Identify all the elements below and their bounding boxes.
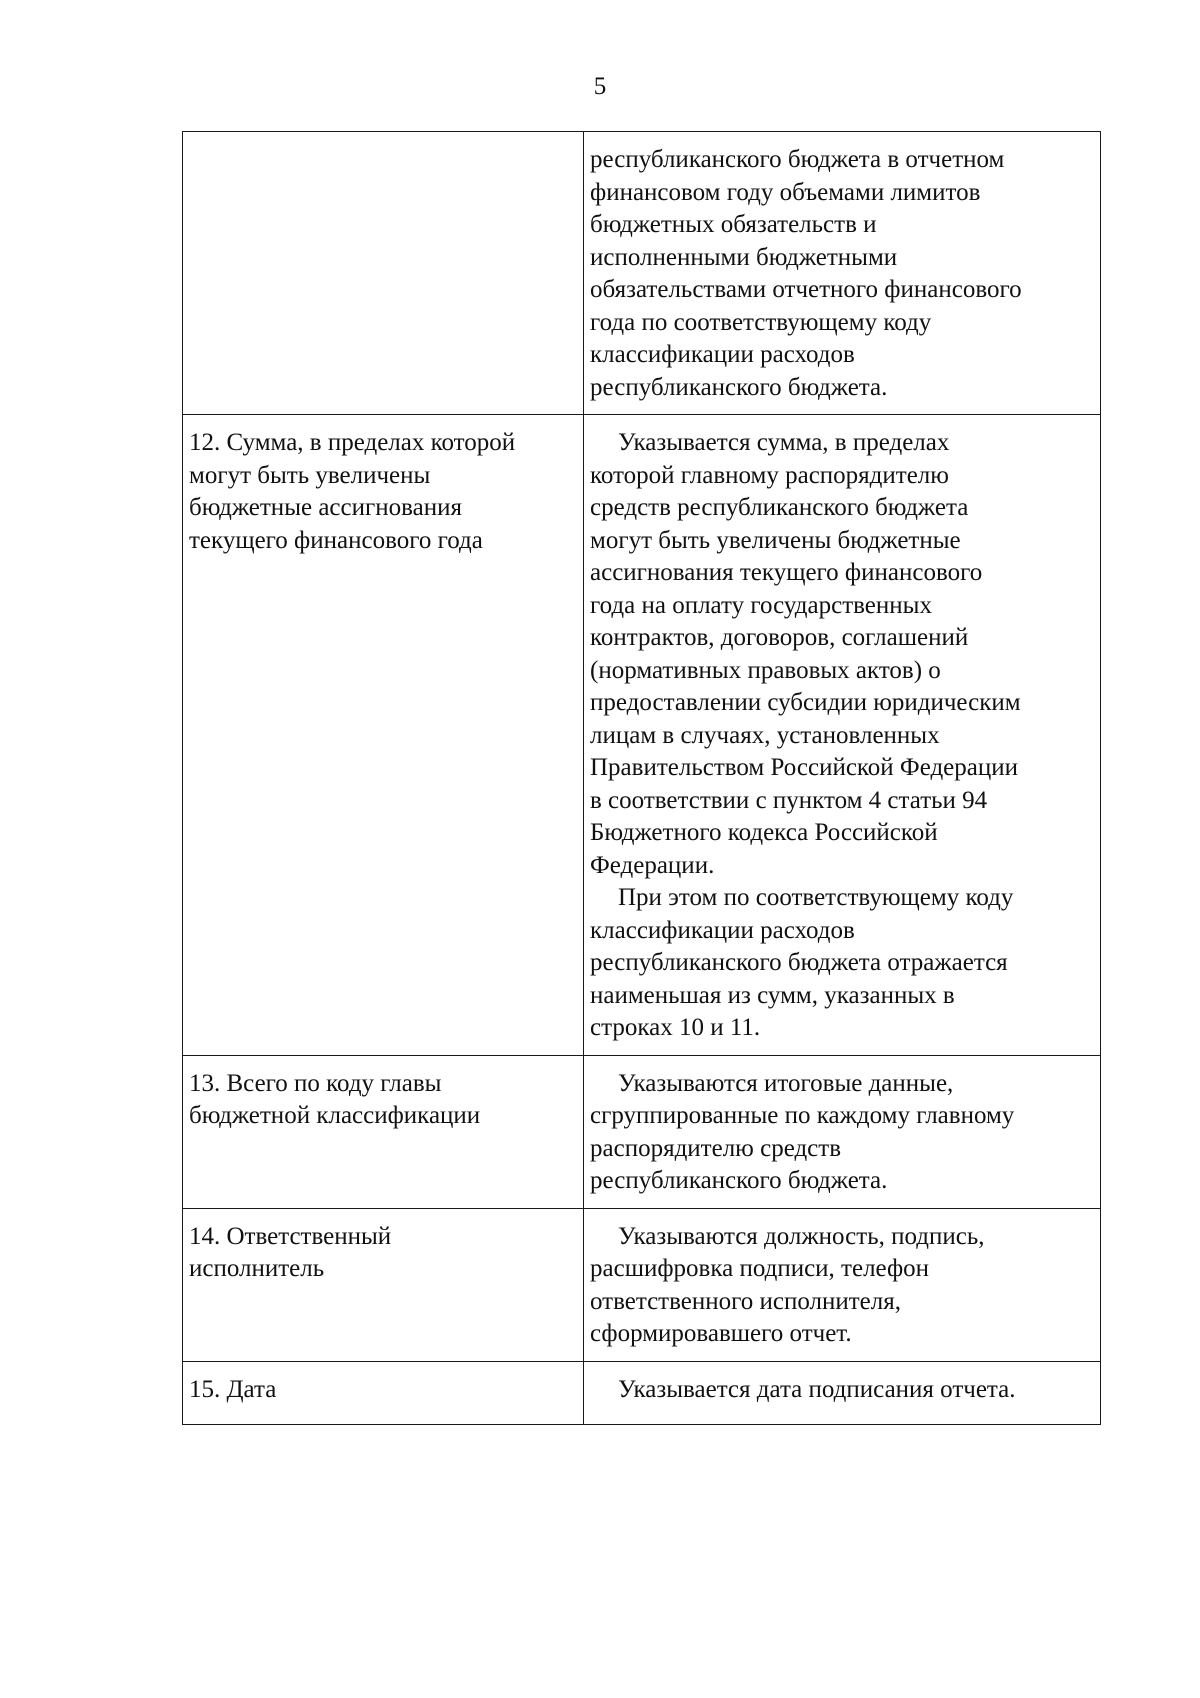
field-name-cell (183, 415, 584, 1056)
field-name-cell (183, 132, 584, 415)
field-description-cell (584, 415, 1101, 1056)
field-description-cell (584, 1055, 1101, 1208)
field-name-line: 12. Сумма, в пределах которой (189, 429, 516, 456)
description-line: Указывается сумма, в пределах (618, 429, 950, 456)
description-line: года на оплату государственных (590, 591, 932, 619)
description-line: Правительством Российской Федерации (590, 754, 1019, 781)
field-description-cell (584, 1208, 1101, 1361)
description-line: ответственного исполнителя, (590, 1287, 901, 1315)
description-line: контрактов, договоров, соглашений (590, 624, 969, 651)
report-fields-table (182, 131, 1101, 1425)
table-row-continuation (183, 132, 1101, 415)
page-number: 5 (593, 73, 607, 100)
description-line: бюджетных обязательств и (590, 211, 877, 238)
description-line: предоставлении субсидии юридическим (590, 689, 1021, 716)
table-row-14 (183, 1208, 1101, 1361)
field-name-line: 13. Всего по коду главы (189, 1069, 442, 1097)
description-line: лицам в случаях, установленных (590, 721, 940, 749)
description-line: При этом по соответствующему коду (618, 884, 1014, 911)
description-line: классификации расходов (590, 916, 855, 944)
description-line: сгруппированные по каждому главному (590, 1102, 1015, 1129)
description-line: (нормативных правовых актов) о (590, 656, 941, 684)
field-name-cell (183, 1055, 584, 1208)
field-name-line: могут быть увеличены (189, 461, 431, 489)
field-description-cell (584, 132, 1101, 415)
description-line: которой главному распорядителю (590, 461, 949, 489)
description-line: республиканского бюджета в отчетном (590, 146, 1005, 173)
table-row-13 (183, 1055, 1101, 1208)
description-line: финансовом году объемами лимитов (590, 178, 981, 206)
description-line: республиканского бюджета отражается (590, 949, 1008, 976)
description-line: Указывается дата подписания отчета. (618, 1375, 1016, 1403)
field-name-line: бюджетные ассигнования (189, 494, 462, 521)
description-line: строках 10 и 11. (590, 1014, 761, 1041)
description-line: Бюджетного кодекса Российской (590, 819, 938, 846)
field-name-line: 14. Ответственный (189, 1222, 392, 1250)
description-line: расшифровка подписи, телефон (590, 1255, 930, 1282)
field-description-cell (584, 1361, 1101, 1424)
field-name-line: 15. Дата (189, 1375, 277, 1403)
field-name-cell (183, 1361, 584, 1424)
field-name-line: бюджетной классификации (189, 1102, 481, 1129)
description-line: Федерации. (590, 851, 715, 879)
description-line: могут быть увеличены бюджетные (590, 526, 961, 554)
description-line: распорядителю средств (590, 1134, 842, 1162)
description-line: республиканского бюджета. (590, 373, 888, 401)
field-name-cell (183, 1208, 584, 1361)
description-line: наименьшая из сумм, указанных в (590, 981, 955, 1009)
table-row-12 (183, 415, 1101, 1056)
description-line: исполненными бюджетными (590, 243, 898, 271)
table-row-15 (183, 1361, 1101, 1424)
description-line: республиканского бюджета. (590, 1167, 888, 1194)
description-line: Указываются должность, подпись, (618, 1222, 985, 1250)
field-name-line: исполнитель (189, 1255, 325, 1282)
description-line: средств республиканского бюджета (590, 494, 969, 521)
description-line: в соответствии с пунктом 4 статьи 94 (590, 786, 988, 814)
field-name-line: текущего финансового года (189, 526, 483, 554)
description-line: сформировавшего отчет. (590, 1320, 852, 1347)
description-line: года по соответствующему коду (590, 308, 932, 336)
description-line: ассигнования текущего финансового (590, 559, 983, 586)
description-line: обязательствами отчетного финансового (590, 276, 1022, 303)
description-line: классификации расходов (590, 341, 855, 368)
description-line: Указываются итоговые данные, (618, 1069, 954, 1097)
